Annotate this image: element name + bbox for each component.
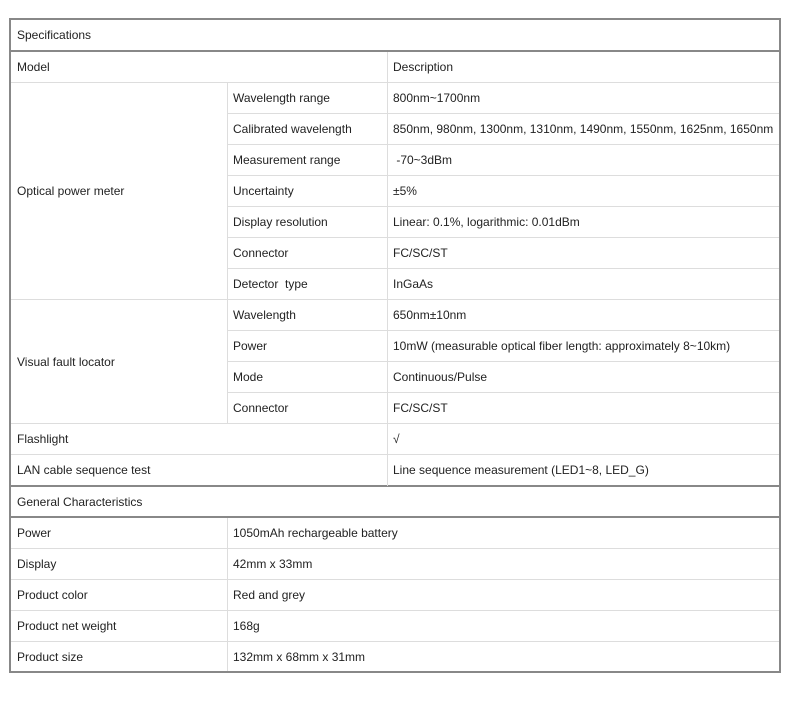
lan-test-label: LAN cable sequence test	[17, 463, 151, 477]
opm-param: Connector	[233, 246, 289, 260]
visual-fault-locator-label: Visual fault locator	[17, 354, 115, 369]
vfl-param: Power	[233, 339, 268, 353]
general-label: Product color	[17, 588, 88, 602]
description-label: Description	[393, 60, 454, 74]
vfl-value: Continuous/Pulse	[393, 370, 488, 384]
general-value: 132mm x 68mm x 31mm	[233, 649, 366, 664]
column-divider	[227, 83, 228, 424]
vfl-param: Wavelength	[233, 308, 296, 322]
general-label: Product net weight	[17, 619, 117, 633]
general-value: 42mm x 33mm	[233, 557, 313, 571]
general-value: 168g	[233, 619, 260, 633]
lan-test-value: Line sequence measurement (LED1~8, LED_G)	[393, 463, 649, 477]
opm-value: InGaAs	[393, 277, 434, 291]
general-characteristics-header: General Characteristics	[17, 494, 143, 509]
opm-value: 850nm, 980nm, 1300nm, 1310nm, 1490nm, 1550nm, 1625nm, 1650nm	[393, 122, 774, 136]
opm-value: -70~3dBm	[393, 153, 453, 167]
vfl-param: Connector	[233, 401, 289, 415]
opm-param: Detector type	[233, 277, 308, 291]
model-label: Model	[17, 60, 50, 74]
opm-param: Display resolution	[233, 215, 328, 229]
general-label: Display	[17, 557, 57, 571]
column-divider	[227, 518, 228, 671]
general-label: Product size	[17, 649, 84, 664]
vfl-param: Mode	[233, 370, 264, 384]
opm-value: ±5%	[393, 184, 417, 198]
general-value: Red and grey	[233, 588, 306, 602]
vfl-value: 10mW (measurable optical fiber length: approximately 8~10km)	[393, 339, 731, 353]
vfl-value: FC/SC/ST	[393, 401, 448, 415]
vfl-value: 650nm±10nm	[393, 308, 467, 322]
flashlight-value: √	[393, 432, 400, 446]
opm-value: Linear: 0.1%, logarithmic: 0.01dBm	[393, 215, 580, 229]
spec-table	[9, 18, 781, 673]
opm-param: Measurement range	[233, 153, 341, 167]
opm-param: Calibrated wavelength	[233, 122, 352, 136]
specifications-header: Specifications	[17, 28, 92, 42]
opm-param: Uncertainty	[233, 184, 294, 198]
general-value: 1050mAh rechargeable battery	[233, 526, 398, 540]
opm-value: FC/SC/ST	[393, 246, 448, 260]
opm-param: Wavelength range	[233, 91, 330, 105]
column-divider	[387, 52, 388, 486]
flashlight-label: Flashlight	[17, 432, 69, 446]
optical-power-meter-label: Optical power meter	[17, 184, 125, 198]
general-label: Power	[17, 526, 52, 540]
opm-value: 800nm~1700nm	[393, 91, 481, 105]
